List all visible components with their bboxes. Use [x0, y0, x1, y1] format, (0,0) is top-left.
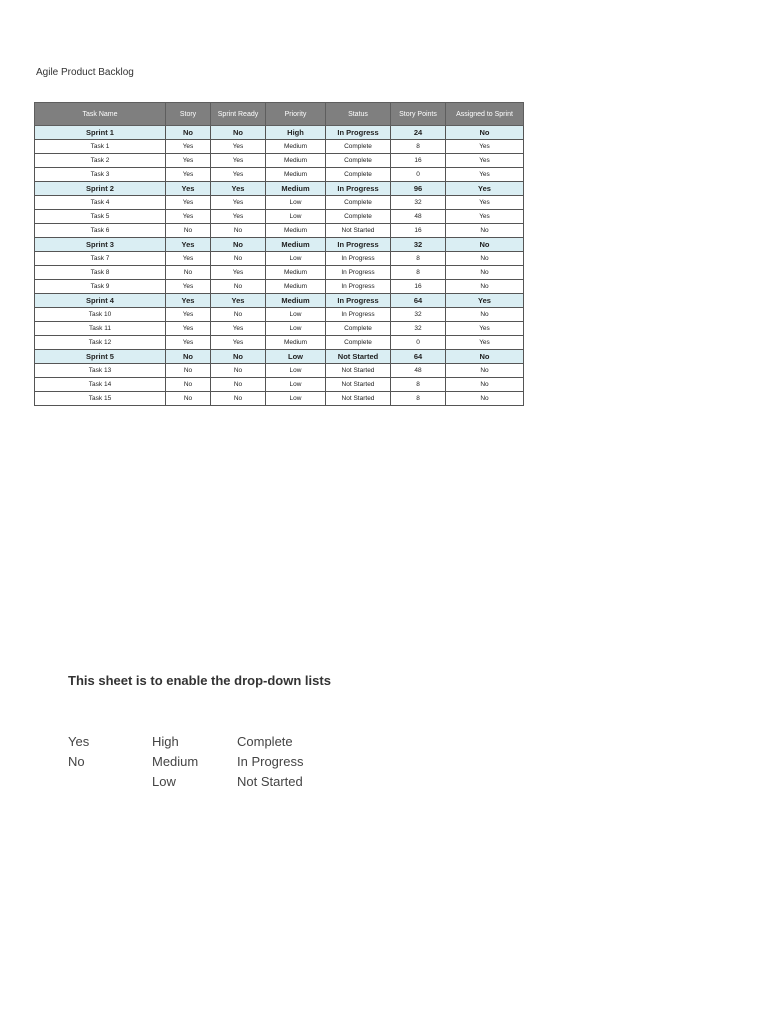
table-cell[interactable]: Yes: [166, 308, 211, 322]
task-row: [35, 378, 524, 392]
table-cell[interactable]: Low: [266, 210, 326, 224]
sprint-row: [35, 238, 524, 252]
table-cell[interactable]: No: [446, 252, 524, 266]
table-cell[interactable]: No: [211, 378, 266, 392]
table-cell[interactable]: No: [211, 392, 266, 406]
table-cell[interactable]: High: [266, 126, 326, 140]
table-cell[interactable]: Yes: [211, 294, 266, 308]
task-row: [35, 168, 524, 182]
table-cell[interactable]: No: [446, 126, 524, 140]
table-cell[interactable]: Task 13: [35, 364, 166, 378]
table-cell[interactable]: In Progress: [326, 308, 391, 322]
table-cell[interactable]: Task 1: [35, 140, 166, 154]
table-cell[interactable]: 32: [391, 322, 446, 336]
table-cell[interactable]: In Progress: [326, 266, 391, 280]
table-cell[interactable]: 0: [391, 168, 446, 182]
table-cell[interactable]: Not Started: [326, 350, 391, 364]
column-header[interactable]: Priority: [266, 103, 326, 126]
table-cell[interactable]: Complete: [326, 140, 391, 154]
table-cell[interactable]: Sprint 5: [35, 350, 166, 364]
table-cell[interactable]: 48: [391, 210, 446, 224]
list-item[interactable]: Yes: [68, 734, 90, 749]
table-cell[interactable]: Yes: [211, 266, 266, 280]
table-cell[interactable]: Yes: [446, 336, 524, 350]
task-row: [35, 392, 524, 406]
table-cell[interactable]: Not Started: [326, 364, 391, 378]
table-cell[interactable]: 32: [391, 196, 446, 210]
backlog-table: [34, 102, 524, 406]
list-item[interactable]: Low: [152, 774, 176, 789]
table-cell[interactable]: Yes: [166, 210, 211, 224]
table-cell[interactable]: In Progress: [326, 252, 391, 266]
table-cell[interactable]: No: [446, 392, 524, 406]
column-header[interactable]: Task Name: [35, 103, 166, 126]
table-cell[interactable]: No: [211, 252, 266, 266]
table-cell[interactable]: 32: [391, 308, 446, 322]
table-cell[interactable]: 96: [391, 182, 446, 196]
table-cell[interactable]: Task 6: [35, 224, 166, 238]
table-cell[interactable]: No: [446, 224, 524, 238]
table-cell[interactable]: No: [211, 224, 266, 238]
table-cell[interactable]: Yes: [166, 322, 211, 336]
table-cell[interactable]: Yes: [166, 196, 211, 210]
table-cell[interactable]: Task 9: [35, 280, 166, 294]
table-cell[interactable]: Task 2: [35, 154, 166, 168]
table-cell[interactable]: Medium: [266, 140, 326, 154]
list-item[interactable]: Medium: [152, 754, 199, 769]
table-cell[interactable]: No: [211, 350, 266, 364]
table-cell[interactable]: Medium: [266, 280, 326, 294]
table-cell[interactable]: Yes: [446, 196, 524, 210]
table-cell[interactable]: Yes: [446, 168, 524, 182]
status-list: [237, 732, 303, 792]
table-cell[interactable]: Task 14: [35, 378, 166, 392]
table-cell[interactable]: No: [446, 350, 524, 364]
table-cell[interactable]: Medium: [266, 168, 326, 182]
table-cell[interactable]: Medium: [266, 336, 326, 350]
table-cell[interactable]: Low: [266, 322, 326, 336]
column-header[interactable]: Assigned to Sprint: [446, 103, 524, 126]
table-cell[interactable]: Yes: [166, 168, 211, 182]
table-cell[interactable]: No: [166, 378, 211, 392]
list-item[interactable]: High: [152, 734, 179, 749]
task-row: [35, 266, 524, 280]
table-cell[interactable]: No: [166, 392, 211, 406]
table-cell[interactable]: Low: [266, 350, 326, 364]
table-cell[interactable]: No: [446, 238, 524, 252]
table-cell[interactable]: Yes: [166, 252, 211, 266]
table-cell[interactable]: Yes: [446, 210, 524, 224]
table-cell[interactable]: Medium: [266, 266, 326, 280]
table-cell[interactable]: In Progress: [326, 280, 391, 294]
sprint-row: [35, 294, 524, 308]
table-cell[interactable]: Not Started: [326, 378, 391, 392]
table-cell[interactable]: 8: [391, 252, 446, 266]
table-cell[interactable]: Complete: [326, 210, 391, 224]
table-cell[interactable]: No: [446, 280, 524, 294]
table-cell[interactable]: 8: [391, 378, 446, 392]
table-cell[interactable]: Complete: [326, 168, 391, 182]
table-cell[interactable]: Task 12: [35, 336, 166, 350]
table-cell[interactable]: Yes: [211, 182, 266, 196]
task-row: [35, 224, 524, 238]
table-cell[interactable]: No: [211, 126, 266, 140]
table-cell[interactable]: Yes: [166, 154, 211, 168]
table-cell[interactable]: Task 10: [35, 308, 166, 322]
column-header[interactable]: Story: [166, 103, 211, 126]
task-row: [35, 154, 524, 168]
table-cell[interactable]: Yes: [211, 196, 266, 210]
table-cell[interactable]: 32: [391, 238, 446, 252]
table-cell[interactable]: Yes: [166, 294, 211, 308]
table-cell[interactable]: 48: [391, 364, 446, 378]
table-cell[interactable]: Sprint 4: [35, 294, 166, 308]
table-cell[interactable]: Sprint 1: [35, 126, 166, 140]
table-cell[interactable]: Low: [266, 378, 326, 392]
task-row: [35, 252, 524, 266]
table-cell[interactable]: No: [446, 364, 524, 378]
table-cell[interactable]: Medium: [266, 238, 326, 252]
table-cell[interactable]: 0: [391, 336, 446, 350]
list-item[interactable]: Complete: [237, 734, 293, 749]
table-cell[interactable]: 16: [391, 154, 446, 168]
priority-list: [152, 732, 198, 792]
table-cell[interactable]: Sprint 2: [35, 182, 166, 196]
table-cell[interactable]: 8: [391, 266, 446, 280]
table-cell[interactable]: No: [211, 364, 266, 378]
table-cell[interactable]: Sprint 3: [35, 238, 166, 252]
list-item[interactable]: No: [68, 754, 85, 769]
table-cell[interactable]: In Progress: [326, 238, 391, 252]
table-cell[interactable]: Low: [266, 308, 326, 322]
lists-title: This sheet is to enable the drop-down lists: [68, 673, 331, 688]
table-cell[interactable]: Complete: [326, 322, 391, 336]
table-cell[interactable]: Task 8: [35, 266, 166, 280]
table-cell[interactable]: Complete: [326, 154, 391, 168]
column-header[interactable]: Story Points: [391, 103, 446, 126]
table-cell[interactable]: 64: [391, 294, 446, 308]
table-cell[interactable]: No: [166, 224, 211, 238]
table-cell[interactable]: No: [446, 378, 524, 392]
table-cell[interactable]: Yes: [211, 210, 266, 224]
table-cell[interactable]: 8: [391, 392, 446, 406]
table-cell[interactable]: Yes: [211, 140, 266, 154]
table-cell[interactable]: In Progress: [326, 126, 391, 140]
table-cell[interactable]: Not Started: [326, 392, 391, 406]
table-cell[interactable]: Yes: [446, 154, 524, 168]
table-cell[interactable]: Yes: [211, 322, 266, 336]
table-cell[interactable]: No: [446, 266, 524, 280]
column-header[interactable]: Sprint Ready: [211, 103, 266, 126]
table-cell[interactable]: Not Started: [326, 224, 391, 238]
table-cell[interactable]: 16: [391, 224, 446, 238]
header-row: [35, 103, 524, 126]
task-row: [35, 322, 524, 336]
table-cell[interactable]: Task 4: [35, 196, 166, 210]
sprint-row: [35, 126, 524, 140]
task-row: [35, 280, 524, 294]
table-cell[interactable]: Task 15: [35, 392, 166, 406]
table-cell[interactable]: Task 7: [35, 252, 166, 266]
table-cell[interactable]: Medium: [266, 294, 326, 308]
task-row: [35, 308, 524, 322]
table-cell[interactable]: Task 11: [35, 322, 166, 336]
task-row: [35, 336, 524, 350]
table-cell[interactable]: Task 5: [35, 210, 166, 224]
task-row: [35, 196, 524, 210]
table-cell[interactable]: Yes: [166, 140, 211, 154]
table-cell[interactable]: No: [166, 266, 211, 280]
list-item[interactable]: Not Started: [237, 774, 303, 789]
table-cell[interactable]: Low: [266, 364, 326, 378]
table-cell[interactable]: 8: [391, 140, 446, 154]
task-row: [35, 140, 524, 154]
table-cell[interactable]: Medium: [266, 182, 326, 196]
table-cell[interactable]: Yes: [211, 154, 266, 168]
table-cell[interactable]: Low: [266, 252, 326, 266]
sprint-row: [35, 182, 524, 196]
table-cell[interactable]: No: [446, 308, 524, 322]
table-cell[interactable]: Task 3: [35, 168, 166, 182]
table-cell[interactable]: Complete: [326, 196, 391, 210]
table-cell[interactable]: Yes: [446, 294, 524, 308]
table-cell[interactable]: No: [211, 308, 266, 322]
table-cell[interactable]: 24: [391, 126, 446, 140]
table-cell[interactable]: In Progress: [326, 182, 391, 196]
table-cell[interactable]: No: [211, 280, 266, 294]
table-cell[interactable]: Yes: [211, 168, 266, 182]
task-row: [35, 210, 524, 224]
table-cell[interactable]: Complete: [326, 336, 391, 350]
table-cell[interactable]: Medium: [266, 154, 326, 168]
task-row: [35, 364, 524, 378]
page-title: Agile Product Backlog: [36, 67, 134, 78]
table-cell[interactable]: No: [211, 238, 266, 252]
table-cell[interactable]: Yes: [166, 182, 211, 196]
table-cell[interactable]: Yes: [446, 322, 524, 336]
table-cell[interactable]: No: [166, 126, 211, 140]
table-cell[interactable]: No: [166, 364, 211, 378]
table-cell[interactable]: Yes: [446, 182, 524, 196]
table-cell[interactable]: 16: [391, 280, 446, 294]
sprint-row: [35, 350, 524, 364]
table-cell[interactable]: No: [166, 350, 211, 364]
list-item[interactable]: In Progress: [237, 754, 304, 769]
table-cell[interactable]: Low: [266, 392, 326, 406]
table-cell[interactable]: Medium: [266, 224, 326, 238]
yes-no-list: [68, 732, 89, 772]
table-cell[interactable]: In Progress: [326, 294, 391, 308]
table-cell[interactable]: Yes: [166, 336, 211, 350]
table-cell[interactable]: Yes: [166, 280, 211, 294]
table-cell[interactable]: Low: [266, 196, 326, 210]
table-cell[interactable]: Yes: [211, 336, 266, 350]
table-cell[interactable]: Yes: [446, 140, 524, 154]
table-cell[interactable]: Yes: [166, 238, 211, 252]
table-cell[interactable]: 64: [391, 350, 446, 364]
column-header[interactable]: Status: [326, 103, 391, 126]
